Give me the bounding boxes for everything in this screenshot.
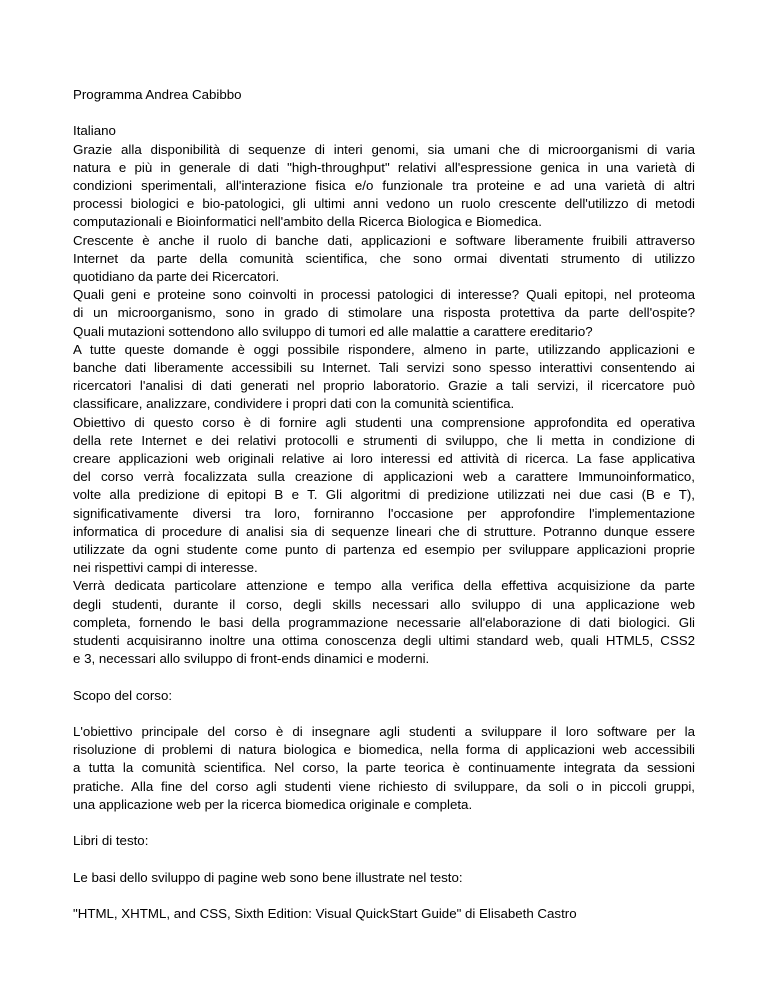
scope-paragraph (73, 723, 695, 814)
language-heading: Italiano (73, 123, 116, 139)
scope-heading: Scopo del corso: (73, 687, 173, 703)
text-line: del corso verrà focalizzata sulla creazione di applicazioni web a carattere Immunoinformatico, (73, 469, 695, 485)
text-line: Quali mutazioni sottendono allo sviluppo di tumori ed alle malattie a carattere ereditario? (73, 323, 593, 339)
text-line: significativamente diversi tra loro, forniranno l'occasione per approfondire l'implementazione (73, 505, 695, 521)
text-line: natura e più in generale di dati "high-throughput" relativi all'espressione genica in una varietà di (73, 159, 695, 175)
intro-paragraphs (73, 141, 695, 669)
text-line: ricercatori l'analisi di dati generati nel proprio laboratorio. Grazie a tali servizi, il ricercatore può (73, 378, 695, 394)
text-line: computazionali e Bioinformatici nell'ambito della Ricerca Biologica e Biomedica. (73, 214, 542, 230)
text-line: utilizzate da ogni studente come punto di partenza ed esempio per sviluppare applicazioni proprie (73, 542, 695, 558)
text-line: processi biologici e bio-patologici, gli ultimi anni vedono un ruolo crescente dell'utilizzo di metodi (73, 196, 695, 212)
spacer (73, 814, 695, 832)
spacer (73, 887, 695, 905)
books-heading: Libri di testo: (73, 833, 149, 849)
text-line: a tutta la comunità scientifica. Nel corso, la parte teorica è continuamente integrata da sessioni (73, 760, 695, 776)
text-line: classificare, analizzare, condividere i propri dati con la comunità scientifica. (73, 396, 515, 412)
document-page (73, 86, 695, 923)
spacer (73, 705, 695, 723)
text-line: condizioni sperimentali, all'interazione fisica e/o funzionale tra proteine e ad una varietà di altri (73, 178, 695, 193)
text-line: Internet da parte della comunità scientifica, che sono ormai diventati strumento di utilizzo (73, 250, 695, 266)
text-line: pratiche. Alla fine del corso agli studenti viene richiesto di sviluppare, da soli o in piccoli gruppi, (73, 778, 695, 794)
text-line: Grazie alla disponibilità di sequenze di interi genomi, sia umani che di microorganismi di varia (73, 141, 695, 157)
text-line: nei rispettivi campi di interesse. (73, 560, 258, 576)
text-line: studenti acquisiranno inoltre una ottima conoscenza degli ultimi standard web, quali HTML5, CSS2 (73, 633, 695, 649)
text-line: di un microorganismo, sono in grado di stimolare una risposta protettiva da parte dell'ospite? (73, 305, 695, 321)
text-line: volte alla predizione di epitopi B e T. Gli algoritmi di predizione utilizzati nei due casi (B e T), (73, 487, 695, 503)
text-line: Verrà dedicata particolare attenzione e tempo alla verifica della effettiva acquisizione da parte (73, 578, 695, 594)
text-line: informatica di procedure di analisi sia di sequenze lineari che di strutture. Potranno dunque essere (73, 523, 695, 539)
text-line: degli studenti, durante il corso, degli skills necessari allo sviluppo di una applicazione web (73, 596, 695, 612)
text-line: A tutte queste domande è oggi possibile rispondere, almeno in parte, utilizzando applicazioni e (73, 341, 695, 357)
spacer (73, 668, 695, 686)
text-line: quotidiano da parte dei Ricercatori. (73, 269, 280, 285)
text-line: risoluzione di problemi di natura biologica e biomedica, nella forma di applicazioni web accessibili (73, 742, 695, 758)
text-line: Quali geni e proteine sono coinvolti in processi patologici di interesse? Quali epitopi, nel proteoma (73, 287, 695, 303)
text-line: e 3, necessari allo sviluppo di front-ends dinamici e moderni. (73, 651, 430, 667)
text-line: banche dati liberamente accessibili su Internet. Tali servizi sono spesso interattivi consentendo ai (73, 360, 695, 376)
books-intro: Le basi dello sviluppo di pagine web sono bene illustrate nel testo: (73, 869, 463, 885)
text-line: completa, fornendo le basi della programmazione necessarie all'elaborazione di dati biologici. Gli (73, 614, 695, 630)
text-line: Crescente è anche il ruolo di banche dati, applicazioni e software liberamente fruibili attraverso (73, 232, 695, 248)
text-line: creare applicazioni web originali relative ai loro interessi ed attività di ricerca. La fase applicativa (73, 451, 695, 467)
text-line: una applicazione web per la ricerca biomedica originale e completa. (73, 796, 473, 812)
document-title: Programma Andrea Cabibbo (73, 87, 242, 102)
text-line: della rete Internet e dei relativi protocolli e strumenti di sviluppo, che li metta in condizione di (73, 432, 695, 448)
text-line: Obiettivo di questo corso è di fornire agli studenti una comprensione approfondita ed operativa (73, 414, 695, 430)
book-reference: "HTML, XHTML, and CSS, Sixth Edition: Visual QuickStart Guide" di Elisabeth Castro (73, 906, 577, 922)
spacer (73, 850, 695, 868)
spacer (73, 104, 695, 122)
text-line: L'obiettivo principale del corso è di insegnare agli studenti a sviluppare il loro software per la (73, 724, 695, 740)
